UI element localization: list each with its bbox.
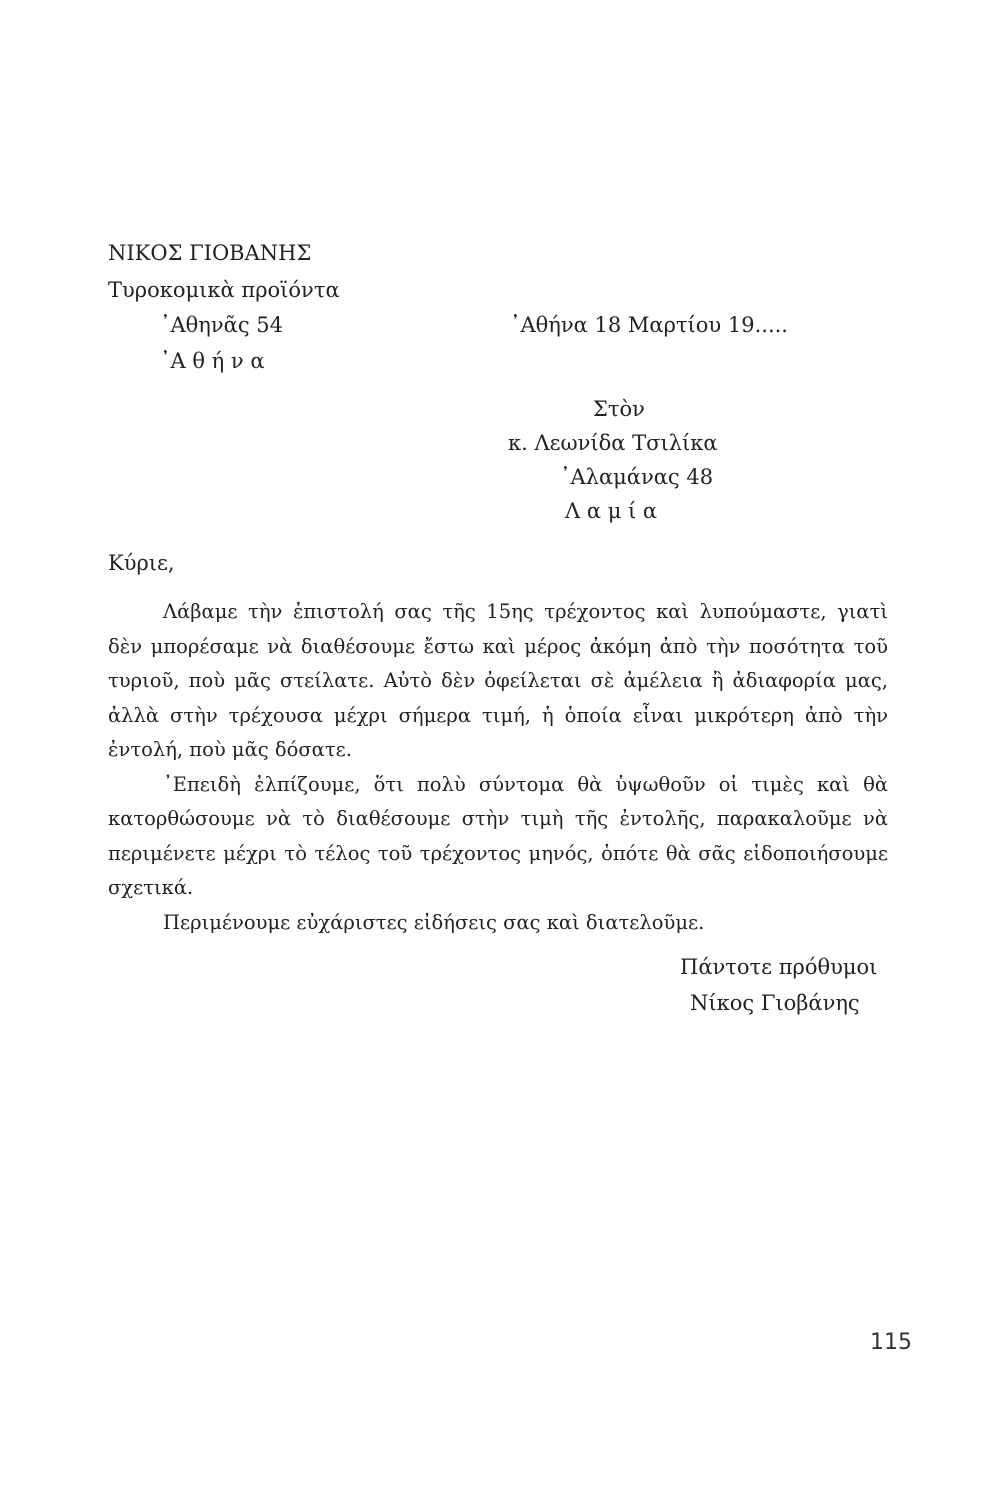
recipient-city: Λ α μ ί α [565, 499, 658, 523]
salutation: Κύριε, [108, 551, 175, 575]
sender-name: ΝΙΚΟΣ ΓΙΟΒΑΝΗΣ [108, 241, 312, 265]
letter-body [108, 595, 888, 940]
sender-city: ᾿Α θ ή ν α [160, 349, 265, 373]
page-number: 115 [870, 1330, 912, 1355]
recipient-name: κ. Λεωνίδα Τσιλίκα [508, 431, 718, 455]
closing-signature: Νίκος Γιοβάνης [690, 991, 860, 1015]
body-paragraph: Λάβαμε τὴν ἐπιστολή σας τῆς 15ης τρέχοντος καὶ λυπούμαστε, γιατὶ δὲν μπορέσαμε νὰ διαθέσουμε ἔστω καὶ μέρος ἀκόμη ἀπὸ τὴν ποσότητα τοῦ τυριοῦ, ποὺ μᾶς στείλατε. Αὐτὸ δὲν ὀφείλεται σὲ ἀμέλεια ἢ ἀδιαφορία μας, ἀλλὰ στὴν τρέχουσα μέχρι σήμερα τιμή, ἡ ὁποία εἶναι μικρότερη ἀπὸ τὴν ἐντολή, ποὺ μᾶς δόσατε. [108, 600, 888, 761]
closing-phrase: Πάντοτε πρόθυμοι [680, 955, 878, 979]
body-paragraph: Περιμένουμε εὐχάριστες εἰδήσεις σας καὶ διατελοῦμε. [163, 910, 705, 934]
body-paragraph: ᾿Επειδὴ ἐλπίζουμε, ὅτι πολὺ σύντομα θὰ ὑψωθοῦν οἱ τιμὲς καὶ θὰ κατορθώσουμε νὰ τὸ διαθέσουμε στὴν τιμὴ τῆς ἐντολῆς, παρακαλοῦμε νὰ περιμένετε μέχρι τὸ τέλος τοῦ τρέχοντος μηνός, ὁπότε θὰ σᾶς εἰδοποιήσουμε σχετικά. [108, 772, 888, 899]
recipient-prefix: Στὸν [593, 397, 645, 421]
sender-street: ᾿Αθηνᾶς 54 [160, 313, 283, 337]
sender-business: Τυροκομικὰ προϊόντα [108, 278, 340, 302]
date-line: ᾿Αθήνα 18 Μαρτίου 19..... [510, 313, 788, 337]
recipient-street: ᾿Αλαμάνας 48 [560, 465, 714, 489]
